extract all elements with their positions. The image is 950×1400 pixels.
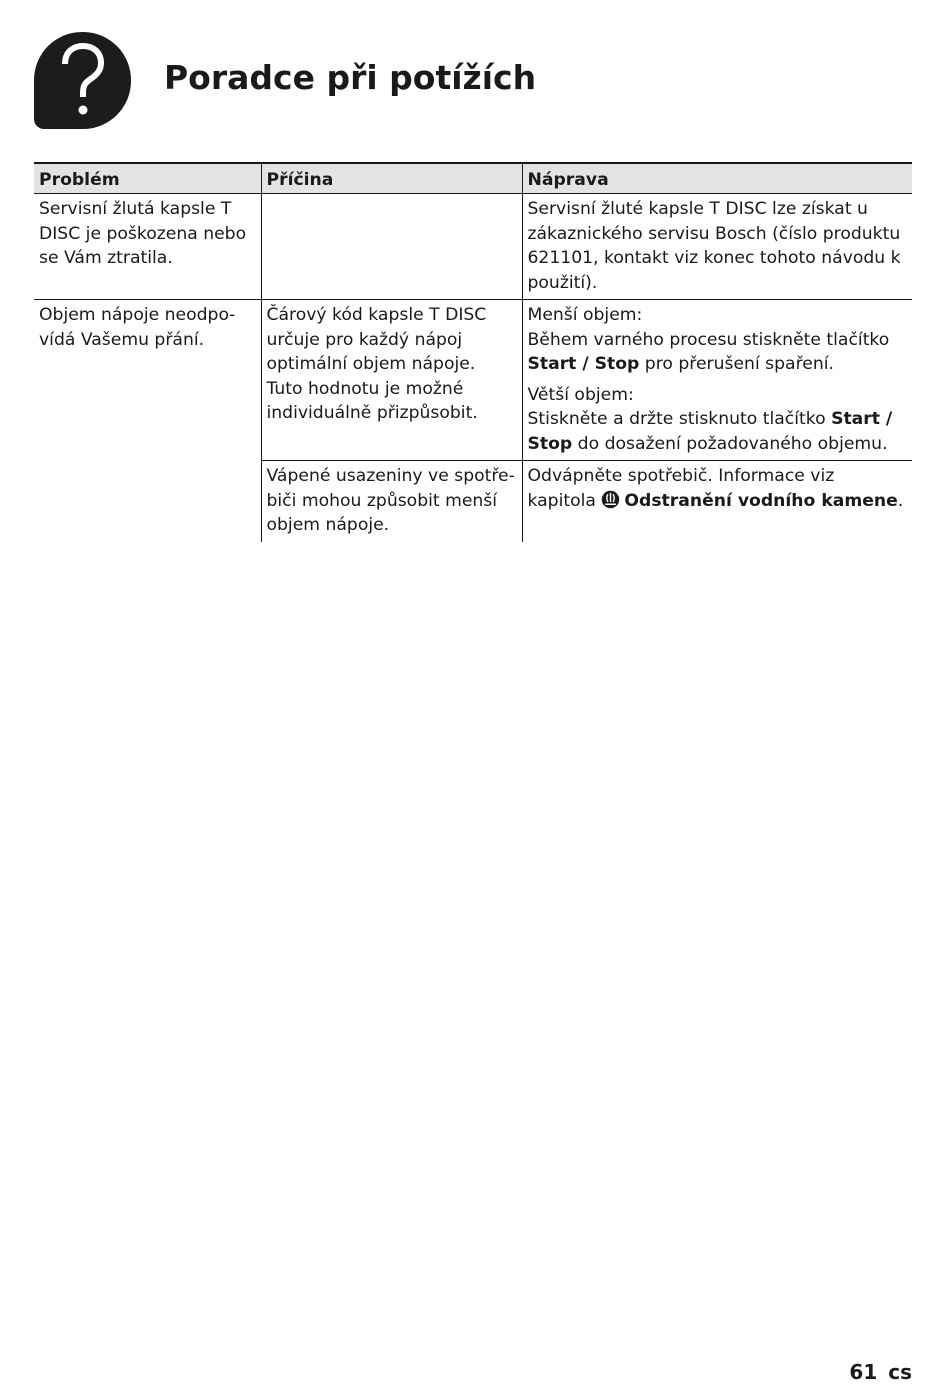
larger-volume-block [528, 383, 908, 457]
table-header-row [34, 163, 912, 194]
table-row [34, 300, 912, 461]
page-number: 61 [849, 1360, 878, 1384]
problem-cell: Objem nápoje neodpovídá Vašemu přání. [39, 305, 236, 350]
larger-volume-heading: Větší objem: [527, 384, 634, 405]
smaller-volume-heading: Menší objem: [527, 305, 643, 325]
start-stop-button-name: Start / Stop [527, 354, 640, 374]
page-title: Poradce při potížích [164, 58, 537, 97]
remedy-cell: Servisní žluté kapsle T DISC lze získat u zákaznického servisu Bosch (číslo produktu 621101, kontakt viz konec tohoto návodu k použití). [522, 194, 912, 300]
cause-cell: Vápené usazeniny ve spotřebiči mohou způsobit menší objem nápoje. [261, 461, 522, 542]
remedy-cell [522, 300, 912, 461]
cause-cell [261, 194, 522, 300]
cause-cell: Čárový kód kapsle T DISC určuje pro každý nápoj optimální objem nápoje. Tuto hodnotu je možné individuálně přizpůsobit. [261, 300, 522, 461]
smaller-volume-text-end: pro přerušení spaření. [639, 354, 834, 374]
larger-volume-text-start: Stiskněte a držte stisknuto tlačítko [527, 409, 832, 429]
larger-volume-text-end: do dosažení požadovaného objemu. [572, 433, 888, 454]
page-footer [849, 1360, 912, 1384]
table-row [34, 194, 912, 300]
column-header-problem: Problém [34, 163, 261, 194]
language-code: cs [888, 1360, 912, 1384]
column-header-cause: Příčina [261, 163, 522, 194]
smaller-volume-text-start: Během varného procesu stiskněte tlačítko [527, 329, 890, 350]
descale-remedy-text: Odvápněte spotřebič. Informace viz kapitola [527, 466, 835, 511]
descaling-icon [601, 490, 620, 509]
help-question-mark-icon [34, 32, 131, 129]
chapter-reference: Odstranění vodního kamene [624, 490, 898, 511]
column-header-remedy: Náprava [522, 163, 912, 194]
sentence-end: . [897, 490, 904, 511]
remedy-cell [522, 461, 912, 542]
start-stop-button-name: Start / Stop [527, 409, 893, 454]
smaller-volume-block [528, 303, 908, 377]
troubleshooting-table [34, 162, 912, 542]
problem-cell: Servisní žlutá kapsle T DISC je poškozena nebo se Vám ztratila. [34, 194, 261, 300]
